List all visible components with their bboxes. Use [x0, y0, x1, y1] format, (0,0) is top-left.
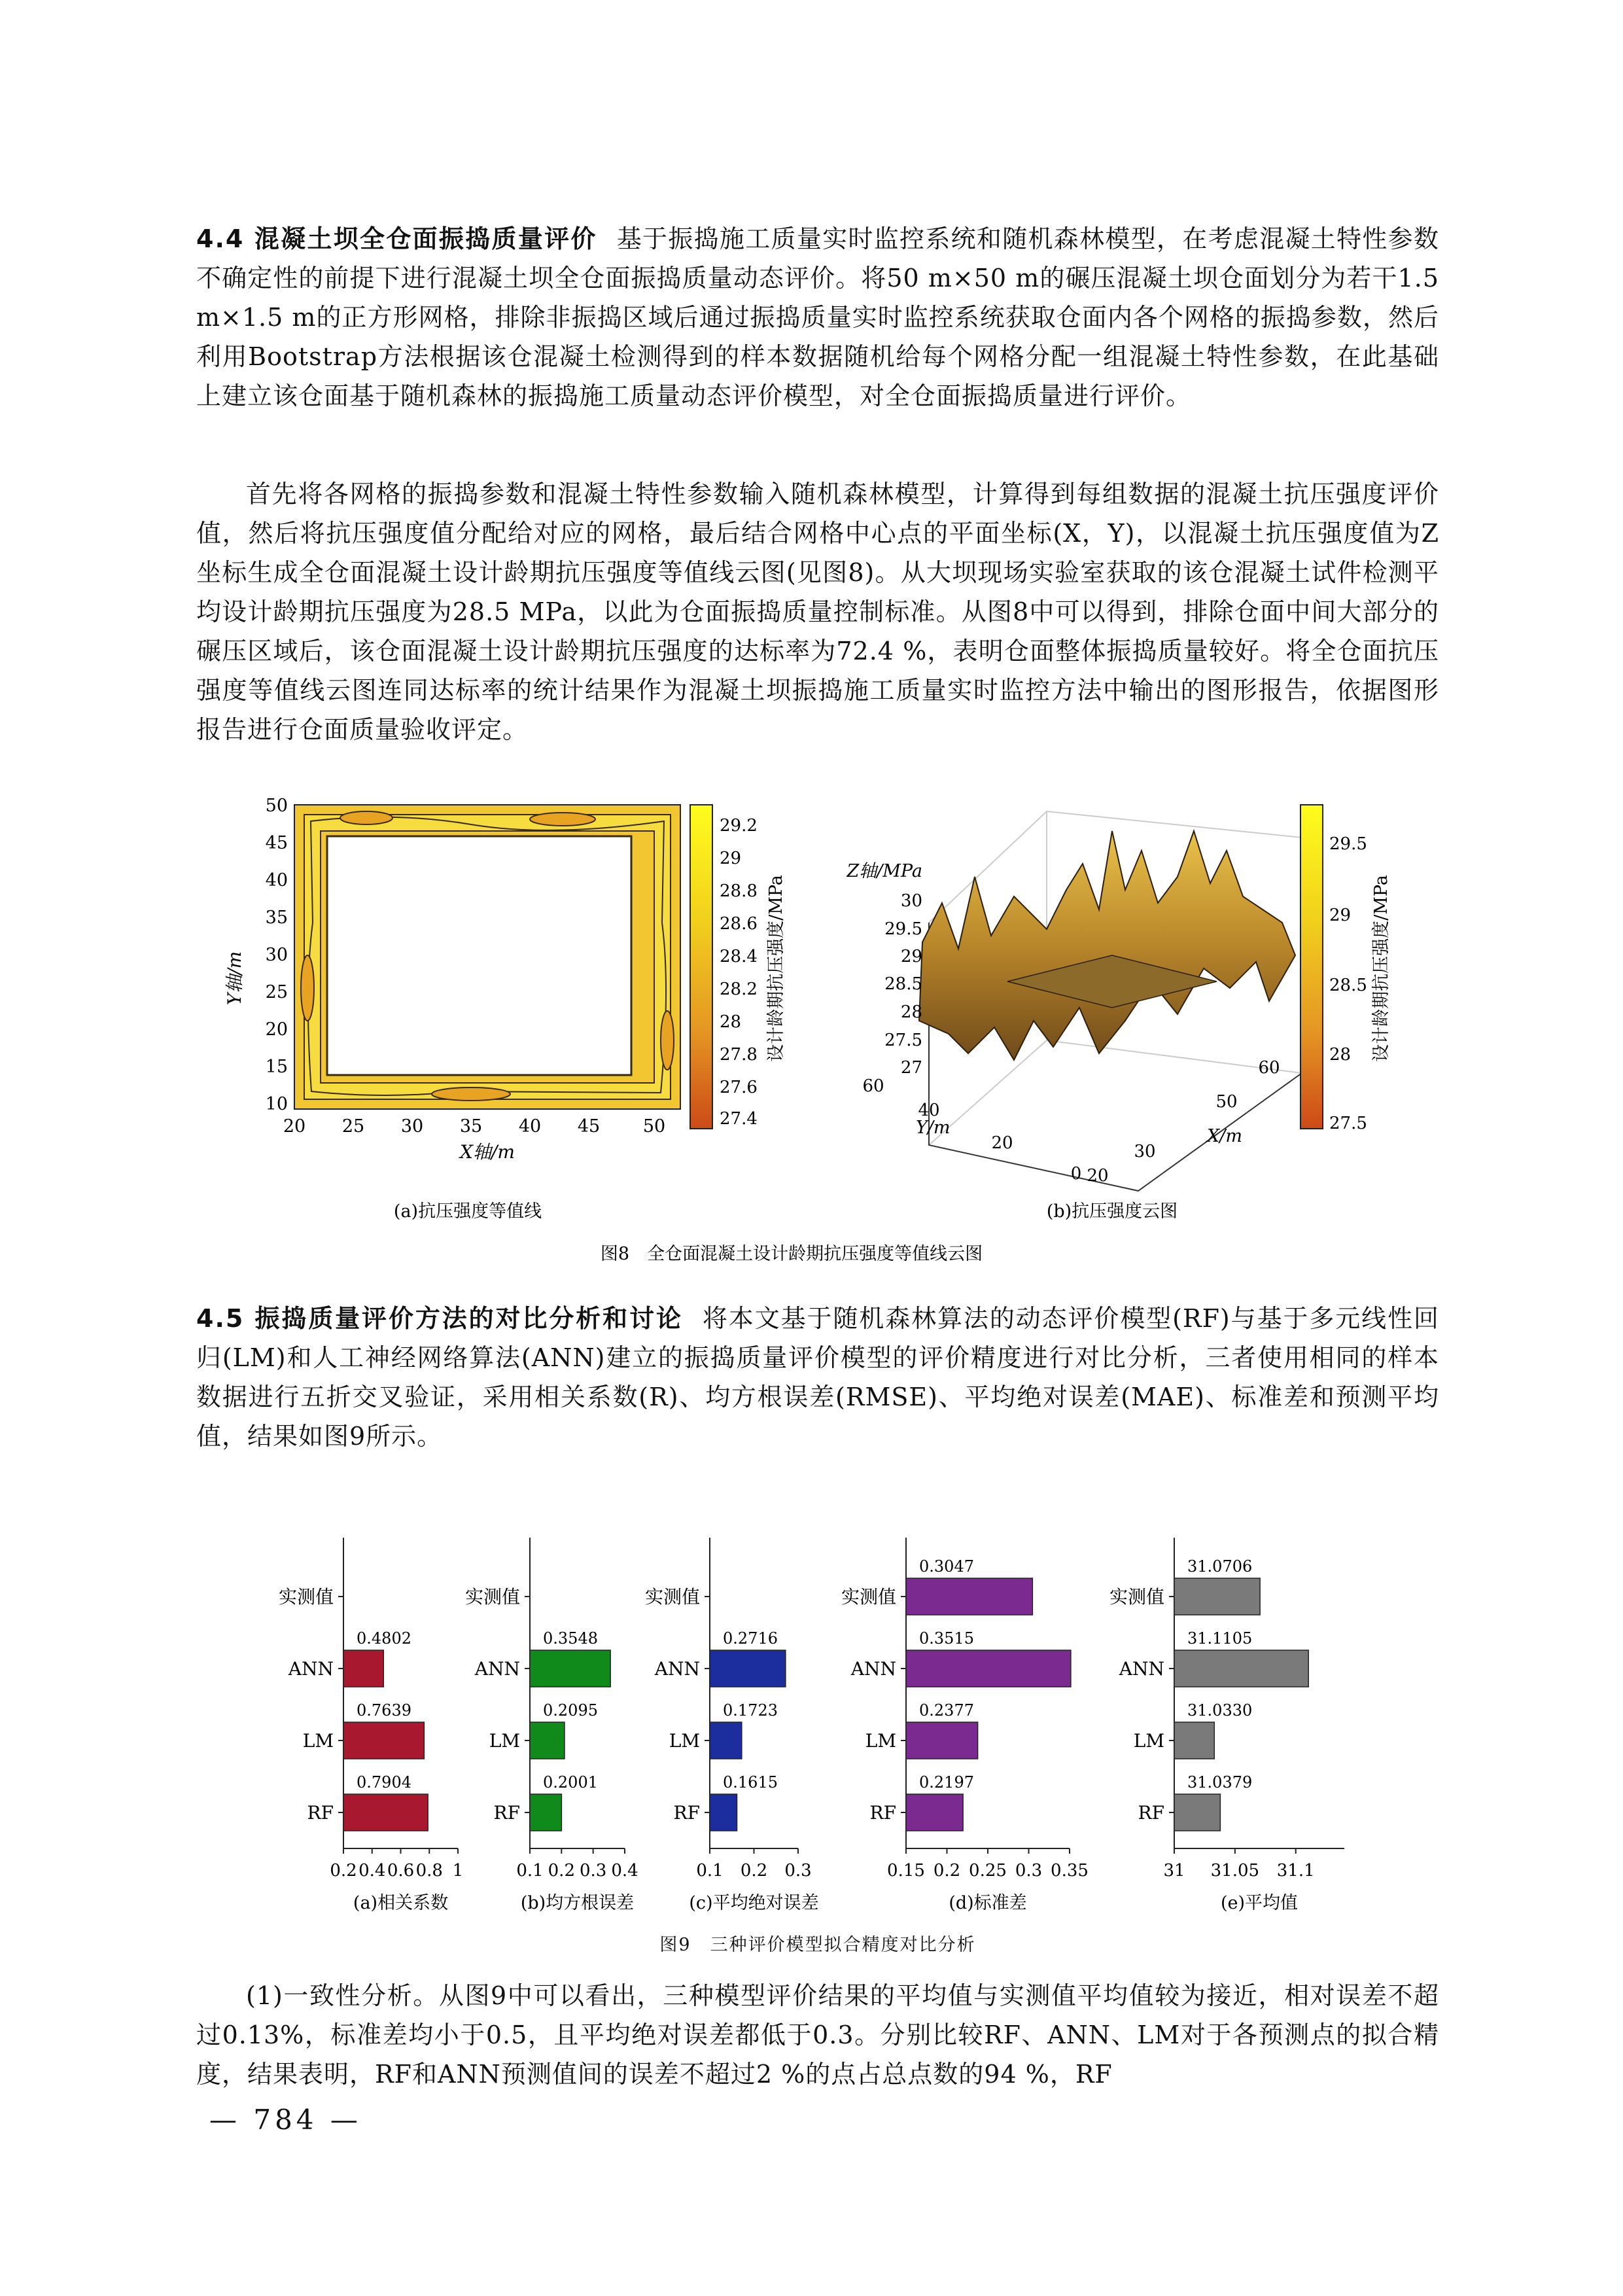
fig8a-ytick: 40 — [265, 870, 288, 891]
fig9-x-tick-label: 0.25 — [969, 1861, 1007, 1881]
fig8a-xticks — [283, 1116, 665, 1137]
fig8a-ytick: 25 — [265, 982, 288, 1002]
fig8b-ztick: 27.5 — [884, 1031, 922, 1050]
fig8a-cbar-tick: 28.4 — [720, 947, 758, 966]
fig9-category-label: RF — [307, 1802, 334, 1824]
fig9-bar — [530, 1650, 610, 1687]
fig9-category-label: LM — [669, 1730, 700, 1752]
fig8a-cbar-tick: 28.6 — [720, 914, 758, 934]
fig8b-cbar-ticks — [1329, 834, 1367, 1133]
fig9-x-tick-label: 0.2 — [740, 1861, 768, 1881]
fig9-bar — [343, 1794, 428, 1831]
fig8b-ztick: 28.5 — [884, 974, 922, 994]
fig8a-xtick: 25 — [341, 1116, 365, 1137]
fig9-x-tick-label: 31 — [1163, 1861, 1185, 1881]
fig9-x-tick-label: 0.2 — [548, 1861, 576, 1881]
fig9-x-tick-label: 31.05 — [1210, 1861, 1260, 1881]
fig9-x-tick-label: 0.15 — [887, 1861, 925, 1881]
fig8a-cbar-ticks — [720, 816, 758, 1129]
fig8a-cbar-tick: 27.6 — [720, 1078, 758, 1097]
fig8a-ylabel: Y轴/m — [224, 951, 245, 1006]
fig9-value-label: 0.1723 — [723, 1701, 778, 1720]
fig8a-contour-spot — [432, 1087, 510, 1101]
fig8a-contour-spot — [340, 811, 393, 824]
fig9-bar — [1174, 1722, 1214, 1759]
fig9-x-tick-label: 0.3 — [1015, 1861, 1043, 1881]
fig9-value-label: 31.0706 — [1187, 1557, 1253, 1576]
fig9-bar — [1174, 1650, 1308, 1687]
fig9-value-label: 0.2001 — [543, 1773, 598, 1792]
fig8b-cbar-tick: 28.5 — [1329, 976, 1367, 995]
figure-8b-surface — [846, 805, 1391, 1222]
fig9-bar — [710, 1650, 786, 1687]
section-4-4-paragraph-1 — [196, 219, 1439, 415]
fig8b-cbar-tick: 29.5 — [1329, 834, 1367, 854]
fig9-value-label: 0.2377 — [919, 1701, 974, 1720]
fig9-x-tick-label: 0.2 — [933, 1861, 961, 1881]
fig8a-cbar-tick: 29 — [720, 849, 742, 868]
fig8a-caption: (a)抗压强度等值线 — [393, 1201, 542, 1222]
fig8b-xtick: 60 — [1258, 1058, 1280, 1078]
section-4-4-text-1: 基于振捣施工质量实时监控系统和随机森林模型，在考虑混凝土特性参数不确定性的前提下进行混凝土坝全仓面振捣质量动态评价。将50 m×50 m的碾压混凝土坝仓面划分为若干1.5 m×1.5 m的正方形网格，排除非振捣区域后通过振捣质量实时监控系统获取仓面内各个网格的振捣参数，然后利用Bootstrap方法根据该仓混凝土检测得到的样本数据随机给每个网格分配一组混凝土特性参数，在此基础上建立该仓面基于随机森林的振捣施工质量动态评价模型，对全仓面振捣质量进行评价。 — [196, 224, 1439, 410]
fig9-value-label: 0.3047 — [919, 1557, 974, 1576]
fig9-caption: (c)平均绝对误差 — [689, 1893, 819, 1913]
fig9-x-tick-label: 0.3 — [784, 1861, 812, 1881]
section-4-5-paragraph — [196, 1299, 1439, 1456]
fig9-caption: (e)平均值 — [1220, 1893, 1299, 1913]
fig9-category-label: 实测值 — [1109, 1586, 1164, 1608]
fig8b-ztick: 28 — [900, 1002, 922, 1022]
fig8b-ytick: 60 — [862, 1076, 884, 1096]
consistency-paragraph — [196, 1976, 1439, 2094]
fig8a-contour-spot — [301, 955, 314, 1021]
fig9-value-label: 0.1615 — [723, 1773, 778, 1792]
fig8a-contour-spot — [661, 1011, 674, 1070]
fig8a-xtick: 30 — [400, 1116, 424, 1137]
fig8b-caption: (b)抗压强度云图 — [1046, 1201, 1178, 1222]
fig8a-xlabel: X轴/m — [460, 1141, 515, 1163]
fig8b-colorbar — [1300, 805, 1323, 1129]
fig9-x-tick-label: 0.3 — [579, 1861, 607, 1881]
fig8a-ytick: 10 — [265, 1094, 288, 1114]
fig8a-cbar-tick: 28 — [720, 1012, 742, 1032]
fig9-x-tick-label: 0.1 — [516, 1861, 544, 1881]
page-number: — 784 — — [209, 2104, 362, 2136]
fig9-x-tick-label: 0.35 — [1051, 1861, 1089, 1881]
section-4-4-paragraph-2 — [196, 474, 1439, 749]
fig9-bar — [343, 1722, 424, 1759]
fig8a-cbar-tick: 27.8 — [720, 1045, 758, 1065]
figure-9-title: 图9 三种评价模型拟合精度对比分析 — [659, 1935, 976, 1955]
fig9-category-label: LM — [489, 1730, 520, 1752]
fig8b-cbar-tick: 28 — [1329, 1045, 1352, 1065]
fig9-x-tick-label: 0.4 — [611, 1861, 638, 1881]
fig8a-yticks — [266, 796, 288, 1114]
section-4-4-text-2: 首先将各网格的振捣参数和混凝土特性参数输入随机森林模型，计算得到每组数据的混凝土抗压强度评价值，然后将抗压强度值分配给对应的网格，最后结合网格中心点的平面坐标(X，Y)，以混凝土抗压强度值为Z坐标生成全仓面混凝土设计龄期抗压强度等值线云图(见图8)。从大坝现场实验室获取的该仓混凝土试件检测平均设计龄期抗压强度为28.5 MPa，以此为仓面振捣质量控制标准。从图8中可以得到，排除仓面中间大部分的碾压区域后，该仓面混凝土设计龄期抗压强度的达标率为72.4 %，表明仓面整体振捣质量较好。将全仓面抗压强度等值线云图连同达标率的统计结果作为混凝土坝振捣施工质量实时监控方法中输出的图形报告，依据图形报告进行仓面质量验收评定。 — [196, 480, 1439, 744]
fig9-caption: (a)相关系数 — [353, 1893, 449, 1913]
fig9-bar — [906, 1722, 978, 1759]
figure-8-title: 图8 全仓面混凝土设计龄期抗压强度等值线云图 — [600, 1244, 983, 1264]
fig9-category-label: 实测值 — [464, 1586, 520, 1608]
fig8b-cbar-tick: 27.5 — [1329, 1114, 1367, 1133]
figure-8 — [196, 792, 1439, 1282]
fig8a-ytick: 50 — [265, 796, 288, 816]
fig8a-ytick: 30 — [265, 945, 288, 965]
fig9-x-tick-label: 31.1 — [1276, 1861, 1315, 1881]
fig8a-unrolled-region — [327, 836, 631, 1075]
fig8b-xtick: 30 — [1134, 1142, 1156, 1161]
fig9-category-label: 实测值 — [841, 1586, 896, 1608]
fig9-x-tick-label: 0.2 — [330, 1861, 357, 1881]
fig9-value-label: 0.3515 — [919, 1629, 974, 1648]
fig9-category-label: ANN — [850, 1658, 896, 1680]
fig9-bar — [906, 1794, 963, 1831]
fig8a-colorbar — [690, 805, 712, 1129]
figure-9-bar-charts — [196, 1511, 1439, 1956]
fig9-bar — [343, 1650, 383, 1687]
fig8a-xtick: 45 — [577, 1116, 601, 1137]
fig8b-ztick: 29 — [900, 947, 922, 966]
fig9-bar — [710, 1794, 737, 1831]
section-4-4-heading: 4.4 混凝土坝全仓面振捣质量评价 — [196, 224, 597, 253]
section-4-5-text: 将本文基于随机森林算法的动态评价模型(RF)与基于多元线性回归(LM)和人工神经网络算法(ANN)建立的振捣质量评价模型的评价精度进行对比分析，三者使用相同的样本数据进行五折交叉验证，采用相关系数(R)、均方根误差(RMSE)、平均绝对误差(MAE)、标准差和预测平均值，结果如图9所示。 — [196, 1304, 1439, 1451]
fig8a-cbar-tick: 27.4 — [720, 1109, 758, 1129]
fig9-bar — [1174, 1794, 1220, 1831]
fig9-x-tick-label: 0.8 — [415, 1861, 443, 1881]
fig9-bar — [710, 1722, 742, 1759]
fig9-value-label: 31.1105 — [1187, 1629, 1253, 1648]
fig8b-yticks — [862, 1076, 1081, 1184]
fig8a-xtick: 20 — [283, 1116, 306, 1137]
fig9-category-label: ANN — [474, 1658, 520, 1680]
fig9-value-label: 31.0330 — [1187, 1701, 1253, 1720]
fig9-x-tick-label: 0.6 — [387, 1861, 415, 1881]
fig9-category-label: ANN — [288, 1658, 334, 1680]
fig8a-xtick: 40 — [518, 1116, 542, 1137]
fig8b-xlabel: X/m — [1207, 1126, 1242, 1146]
fig8b-surface-mesh — [919, 831, 1295, 1060]
fig8b-cbar-tick: 29 — [1329, 906, 1352, 925]
fig9-value-label: 0.7639 — [357, 1701, 411, 1720]
fig9-bar — [1174, 1578, 1260, 1615]
fig8b-zlabel: Z轴/MPa — [846, 861, 922, 881]
fig9-bar — [906, 1650, 1071, 1687]
fig8a-cbar-label: 设计龄期抗压强度/MPa — [766, 875, 786, 1062]
fig9-category-label: LM — [865, 1730, 896, 1752]
fig9-value-label: 0.2716 — [723, 1629, 778, 1648]
fig9-bar — [906, 1578, 1032, 1615]
fig9-value-label: 0.4802 — [357, 1629, 411, 1648]
fig9-category-label: RF — [869, 1802, 896, 1824]
fig9-value-label: 0.2197 — [919, 1773, 974, 1792]
fig8b-zticks — [884, 891, 922, 1078]
fig9-x-tick-label: 1 — [452, 1861, 464, 1881]
fig8a-ytick: 45 — [265, 833, 288, 853]
fig8a-ytick: 20 — [265, 1019, 288, 1040]
fig9-value-label: 31.0379 — [1187, 1773, 1253, 1792]
fig8b-xtick: 20 — [1087, 1166, 1109, 1186]
fig8b-ztick: 30 — [900, 891, 922, 911]
fig9-bar — [530, 1794, 561, 1831]
fig8b-xtick: 50 — [1215, 1092, 1238, 1112]
fig8a-ytick: 15 — [265, 1057, 288, 1077]
fig9-x-tick-label: 0.1 — [696, 1861, 724, 1881]
fig9-category-label: RF — [673, 1802, 700, 1824]
fig9-caption: (d)标准差 — [949, 1893, 1027, 1913]
fig8a-ytick: 35 — [265, 908, 288, 928]
fig8b-ztick: 29.5 — [884, 919, 922, 939]
fig9-caption: (b)均方根误差 — [520, 1893, 635, 1913]
fig9-bar — [530, 1722, 565, 1759]
fig8a-xtick: 50 — [642, 1116, 666, 1137]
fig8a-cbar-tick: 28.2 — [720, 980, 758, 999]
fig9-category-label: LM — [1133, 1730, 1164, 1752]
fig9-category-label: RF — [493, 1802, 520, 1824]
fig8b-ylabel: Y/m — [916, 1118, 951, 1138]
fig9-category-label: ANN — [1119, 1658, 1164, 1680]
fig8b-ytick: 0 — [1070, 1164, 1082, 1184]
fig8b-ytick: 20 — [991, 1133, 1013, 1153]
figure-8a-contour — [224, 796, 786, 1222]
fig9-category-label: LM — [302, 1730, 334, 1752]
fig8a-xtick: 35 — [459, 1116, 483, 1137]
fig9-category-label: RF — [1138, 1802, 1164, 1824]
fig9-category-label: 实测值 — [278, 1586, 334, 1608]
section-4-5-heading: 4.5 振捣质量评价方法的对比分析和讨论 — [196, 1304, 683, 1333]
fig8b-cbar-label: 设计龄期抗压强度/MPa — [1371, 875, 1391, 1062]
fig8a-cbar-tick: 28.8 — [720, 881, 758, 901]
consistency-text: (1)一致性分析。从图9中可以看出，三种模型评价结果的平均值与实测值平均值较为接近，相对误差不超过0.13%，标准差均小于0.5，且平均绝对误差都低于0.3。分别比较RF、ANN、LM对于各预测点的拟合精度，结果表明，RF和ANN预测值间的误差不超过2 %的点占总点数的94 %，RF — [196, 1981, 1439, 2089]
fig9-category-label: 实测值 — [644, 1586, 700, 1608]
fig9-value-label: 0.3548 — [543, 1629, 598, 1648]
fig8b-xticks — [1087, 1058, 1280, 1186]
fig9-x-tick-label: 0.4 — [358, 1861, 386, 1881]
fig9-category-label: ANN — [654, 1658, 700, 1680]
fig9-value-label: 0.7904 — [357, 1773, 411, 1792]
fig9-value-label: 0.2095 — [543, 1701, 598, 1720]
fig8b-ztick: 27 — [900, 1058, 922, 1078]
fig8a-cbar-tick: 29.2 — [720, 816, 758, 836]
fig8b-ytick: 40 — [918, 1101, 940, 1120]
fig8a-contour-spot — [530, 813, 595, 826]
